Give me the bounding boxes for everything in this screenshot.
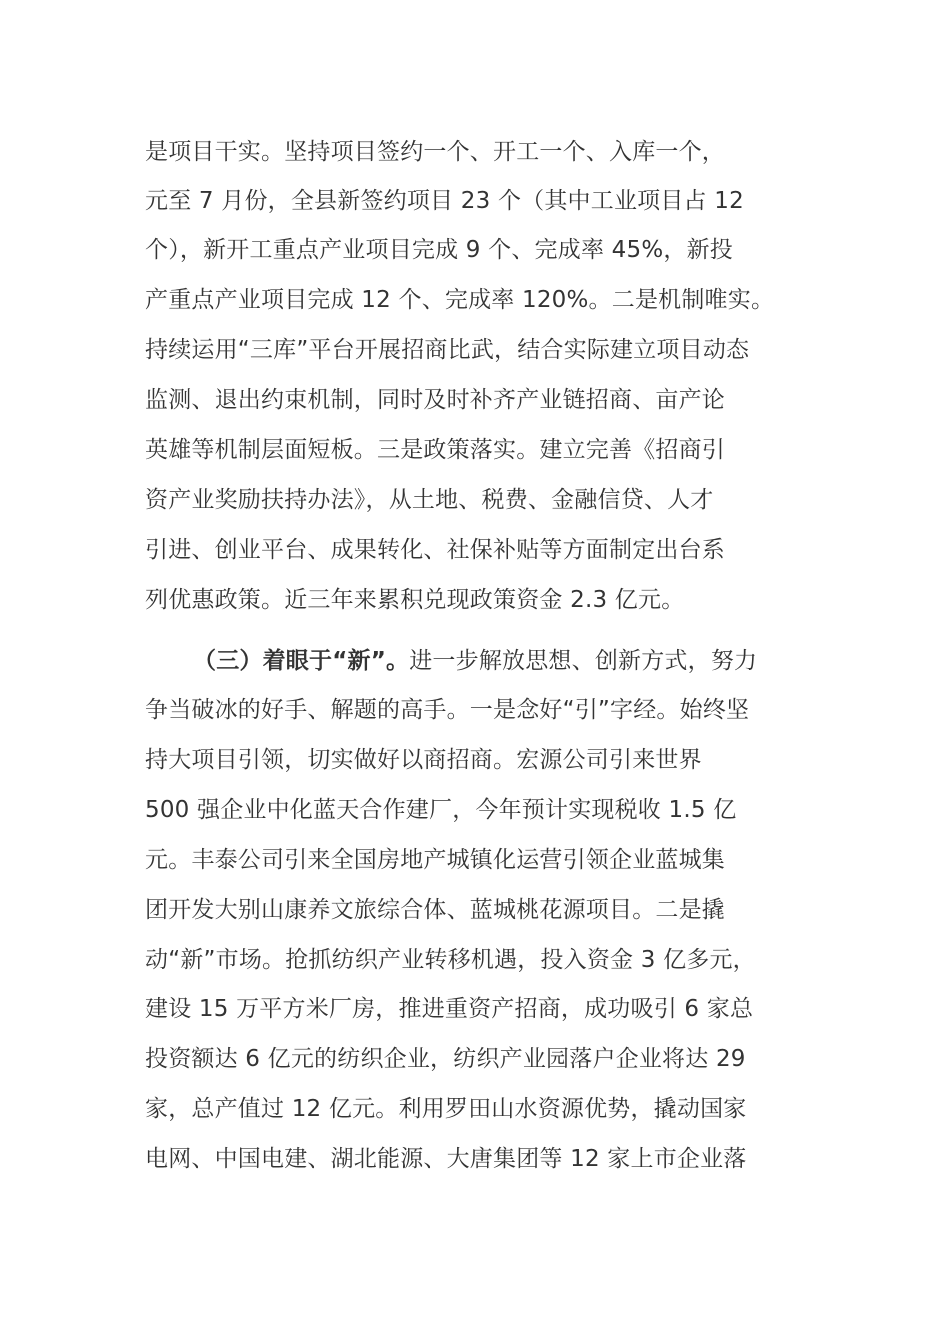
paragraph-2-line-11: 电网、中国电建、湖北能源、大唐集团等 12 家上市企业落 [145, 1146, 747, 1172]
paragraph-1-line-6: 监测、退出约束机制，同时及时补齐产业链招商、亩产论 [145, 387, 725, 413]
paragraph-2-line-6: 团开发大别山康养文旅综合体、蓝城桃花源项目。二是撬 [145, 897, 725, 923]
section-heading: （三）着眼于“新”。 [193, 648, 410, 674]
paragraph-1-line-1: 是项目干实。坚持项目签约一个、开工一个、入库一个， [145, 139, 725, 165]
paragraph-1-line-9: 引进、创业平台、成果转化、社保补贴等方面制定出台系 [145, 537, 725, 563]
paragraph-1-line-7: 英雄等机制层面短板。三是政策落实。建立完善《招商引 [145, 437, 725, 463]
paragraph-2-line-9: 投资额达 6 亿元的纺织企业，纺织产业园落户企业将达 29 [145, 1046, 746, 1072]
paragraph-2-line-1-text: 进一步解放思想、创新方式，努力 [409, 648, 758, 674]
paragraph-2-line-10: 家，总产值过 12 亿元。利用罗田山水资源优势，撬动国家 [145, 1096, 747, 1122]
paragraph-2-line-2: 争当破冰的好手、解题的高手。一是念好“引”字经。始终坚 [145, 697, 750, 723]
paragraph-2-line-4: 500 强企业中化蓝天合作建厂，今年预计实现税收 1.5 亿 [145, 797, 737, 823]
paragraph-1-line-10: 列优惠政策。近三年来累积兑现政策资金 2.3 亿元。 [145, 587, 685, 613]
paragraph-2-line-8: 建设 15 万平方米厂房，推进重资产招商，成功吸引 6 家总 [145, 996, 754, 1022]
paragraph-1-line-8: 资产业奖励扶持办法》，从土地、税费、金融信贷、人才 [145, 487, 714, 513]
paragraph-1-line-3: 个），新开工重点产业项目完成 9 个、完成率 45%，新投 [145, 237, 733, 263]
paragraph-1-line-4: 产重点产业项目完成 12 个、完成率 120%。二是机制唯实。 [145, 287, 775, 313]
paragraph-2-line-1 [193, 645, 757, 677]
paragraph-2-line-3: 持大项目引领，切实做好以商招商。宏源公司引来世界 [145, 747, 702, 773]
paragraph-2-line-5: 元。丰泰公司引来全国房地产城镇化运营引领企业蓝城集 [145, 847, 725, 873]
paragraph-1-line-5: 持续运用“三库”平台开展招商比武，结合实际建立项目动态 [145, 337, 750, 363]
paragraph-1-line-2: 元至 7 月份，全县新签约项目 23 个（其中工业项目占 12 [145, 188, 744, 214]
paragraph-2-line-7: 动“新”市场。抢抓纺织产业转移机遇，投入资金 3 亿多元， [145, 947, 756, 973]
